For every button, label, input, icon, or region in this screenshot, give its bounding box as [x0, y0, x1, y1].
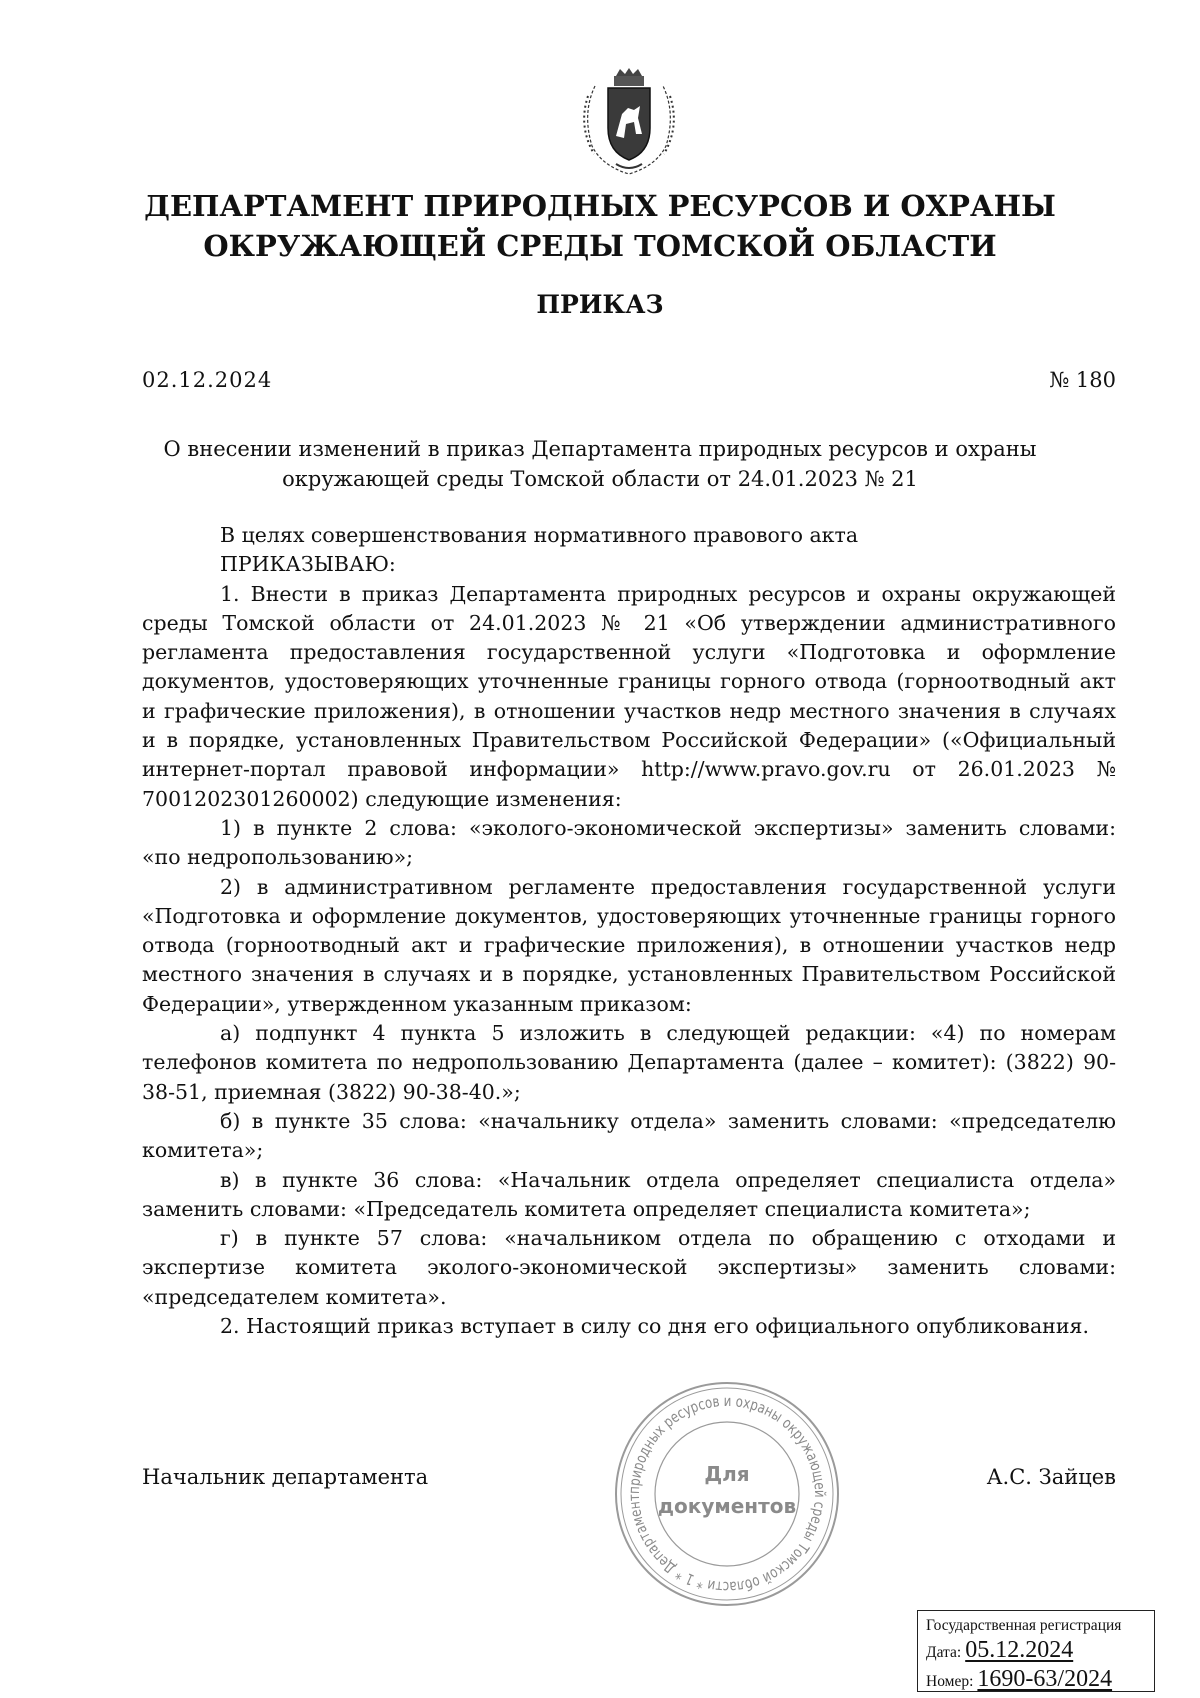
clause-1: 1. Внести в приказ Департамента природных ресурсов и охраны окружающей среды Томской области от 24.01.2023 № 21 «Об утверждении административного регламента предоставления государственной услуги «Подготовка и оформление документов, удостоверяющих уточненные границы горного отвода (горноотводный акт и графические приложения), в отношении участков недр местного значения в случаях и в порядке, установленных Правительством Российской Федерации» («Официальный интернет-портал правовой информации» http://www.pravo.gov.ru от 26.01.2023 № 7001202301260002) следующие изменения:: [142, 581, 1116, 811]
signatory-position: Начальник департамента: [142, 1465, 429, 1489]
organization-name-line2: ОКРУЖАЮЩЕЙ СРЕДЫ ТОМСКОЙ ОБЛАСТИ: [203, 229, 997, 263]
registration-date-label: Дата:: [926, 1644, 962, 1661]
order-directive: ПРИКАЗЫВАЮ:: [220, 552, 396, 577]
order-subject-line2: окружающей среды Томской области от 24.01.2023 № 21: [282, 467, 918, 491]
stamp-center-line1: Для: [704, 1462, 750, 1486]
signatory-name: А.С. Зайцев: [986, 1465, 1116, 1489]
subclause-g: г) в пункте 57 слова: «начальником отдела по обращению с отходами и экспертизе комитета эколого-экономической экспертизы» заменить словами: «председателем комитета».: [142, 1226, 1116, 1309]
organization-name-line1: ДЕПАРТАМЕНТ ПРИРОДНЫХ РЕСУРСОВ И ОХРАНЫ: [144, 189, 1056, 223]
subclause-v: в) в пункте 36 слова: «Начальник отдела определяет специалиста отдела» заменить словами: «Председатель комитета определяет специалиста комитета»;: [142, 1167, 1116, 1221]
registration-date-row: [926, 1637, 1146, 1666]
order-body: [142, 521, 1116, 1341]
official-seal-stamp: [612, 1379, 842, 1609]
subclause-b: б) в пункте 35 слова: «начальнику отдела» заменить словами: «председателю комитета»;: [142, 1108, 1116, 1163]
coat-of-arms-emblem: [570, 68, 688, 176]
registration-box: [917, 1610, 1155, 1692]
clause-2: 2. Настоящий приказ вступает в силу со дня его официального опубликования.: [220, 1314, 1089, 1339]
registration-title: Государственная регистрация: [926, 1617, 1122, 1634]
document-type-title: ПРИКАЗ: [536, 290, 664, 319]
registration-number-value: 1690-63/2024: [977, 1666, 1113, 1692]
registration-number-label: Номер:: [926, 1673, 974, 1690]
preamble: В целях совершенствования нормативного правового акта: [220, 523, 859, 547]
stamp-center-line2: документов: [657, 1494, 797, 1518]
order-date: 02.12.2024: [142, 368, 273, 392]
subclause-1-1: 1) в пункте 2 слова: «эколого-экономической экспертизы» заменить словами: «по недропользованию»;: [142, 815, 1116, 870]
stamp-ring-text: природных ресурсов и охраны окружающей среды Томской области * 1 * Департамент: [624, 1391, 830, 1597]
registration-number-row: [926, 1666, 1146, 1695]
registration-date-value: 05.12.2024: [965, 1637, 1074, 1663]
subclause-1-2: 2) в административном регламенте предоставления государственной услуги «Подготовка и оформление документов, удостоверяющих уточненные границы горного отвода (горноотводный акт и графические приложения), в отношении участков недр местного значения в случаях и в порядке, установленных Правительством Российской Федерации», утвержденном указанным приказом:: [142, 874, 1116, 1016]
order-number: № 180: [1049, 368, 1116, 392]
subclause-a: а) подпункт 4 пункта 5 изложить в следующей редакции: «4) по номерам телефонов комитета по недропользованию Департамента (далее – комитет): (3822) 90-38-51, приемная (3822) 90-38-40.»;: [142, 1021, 1116, 1104]
order-subject-line1: О внесении изменений в приказ Департамента природных ресурсов и охраны: [163, 437, 1037, 461]
